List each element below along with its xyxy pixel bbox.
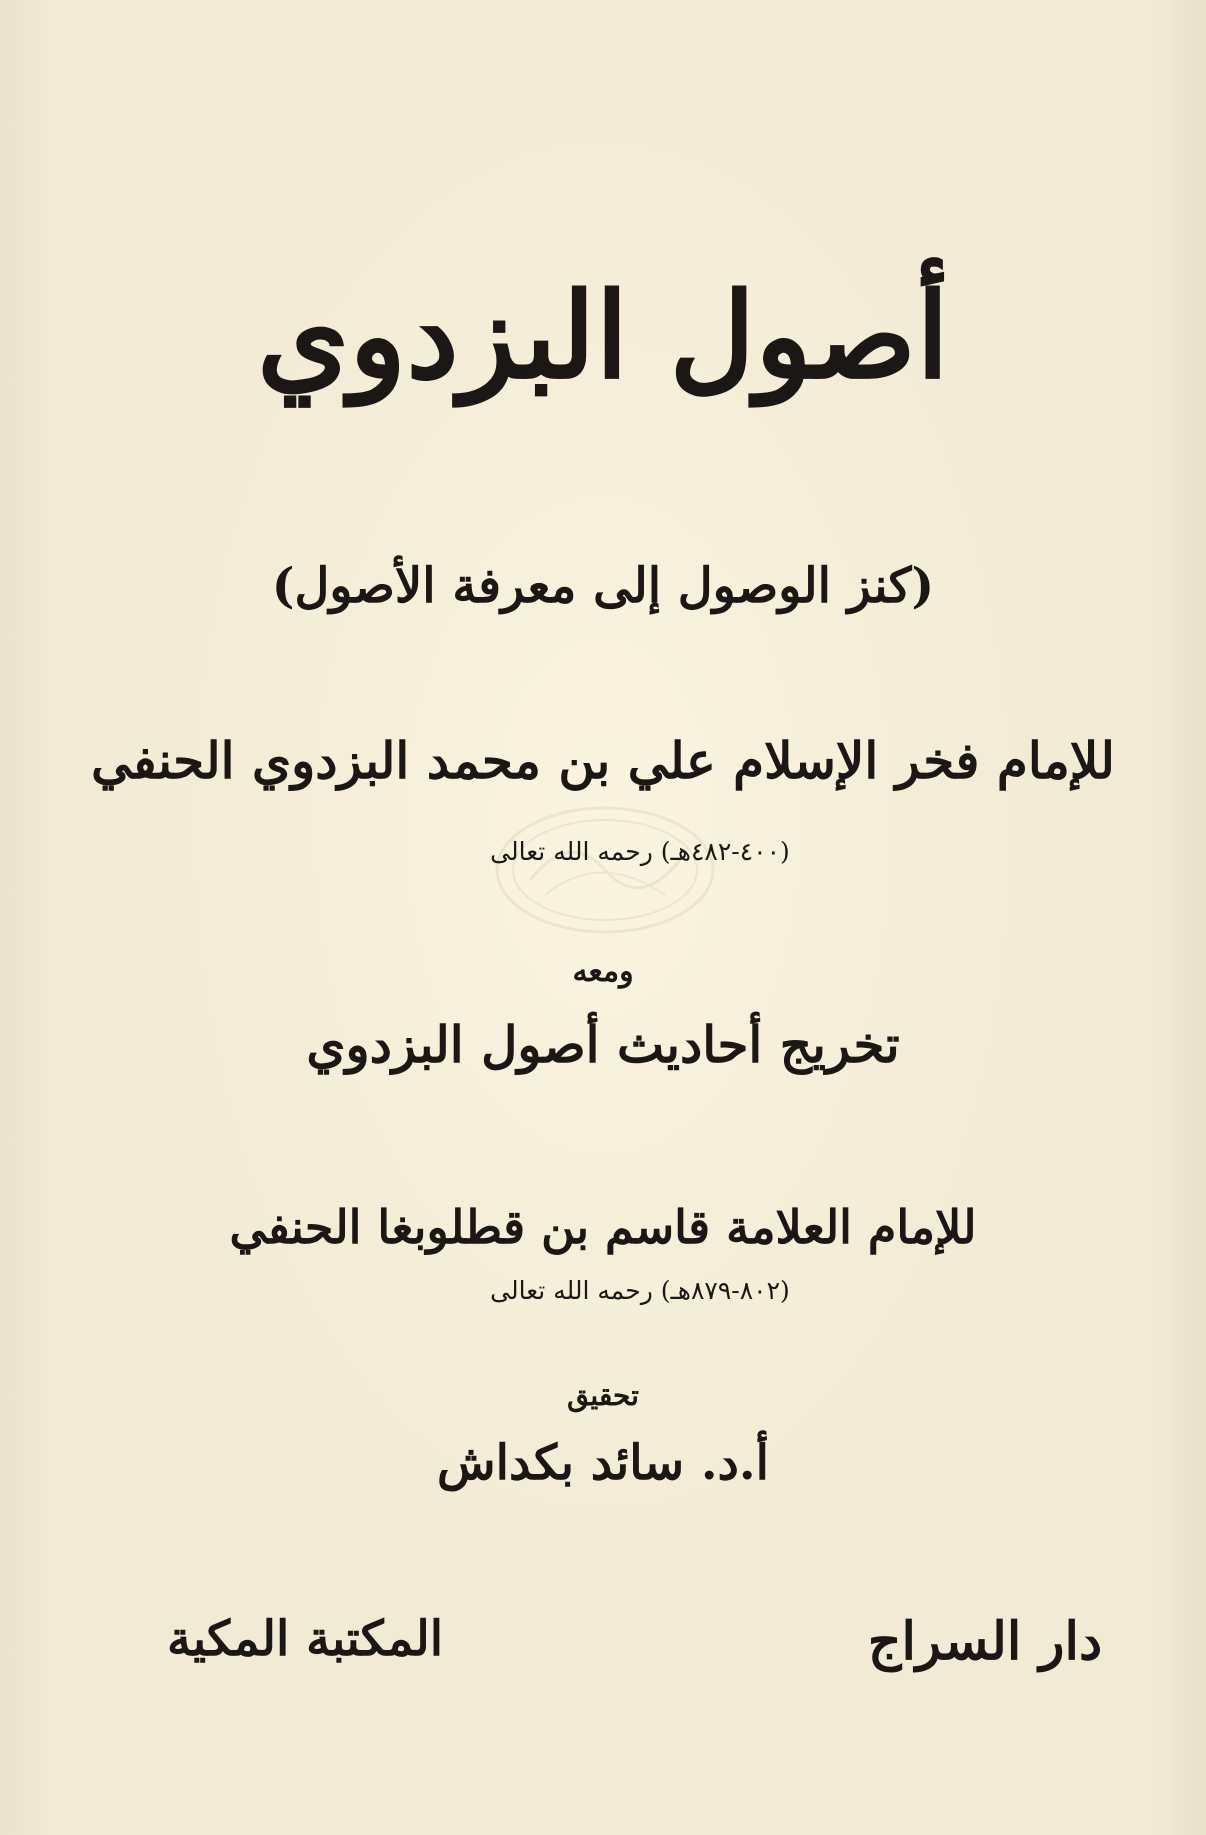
second-author-dates: (٨٠٢-٨٧٩هـ) رحمه الله تعالى <box>490 1276 790 1305</box>
second-author-name: للإمام العلامة قاسم بن قطلوبغا الحنفي <box>229 1200 977 1254</box>
book-title: أصول البزدوي <box>256 266 950 405</box>
editor-name: أ.د. سائد بكداش <box>437 1435 769 1491</box>
tahqiq-label: تحقيق <box>567 1379 639 1412</box>
publisher-maktaba-makkiya: المكتبة المكية <box>166 1611 444 1667</box>
faint-seal-watermark <box>490 800 720 940</box>
second-work-title: تخريج أحاديث أصول البزدوي <box>306 1015 900 1074</box>
publisher-dar-al-siraj: دار السراج <box>867 1611 1103 1672</box>
with-label: ومعه <box>572 954 634 989</box>
author-name: للإمام فخر الإسلام علي بن محمد البزدوي الحنفي <box>91 731 1115 790</box>
book-subtitle: (كنز الوصول إلى معرفة الأصول) <box>271 558 935 614</box>
author-dates: (٤٠٠-٤٨٢هـ) رحمه الله تعالى <box>490 837 790 866</box>
